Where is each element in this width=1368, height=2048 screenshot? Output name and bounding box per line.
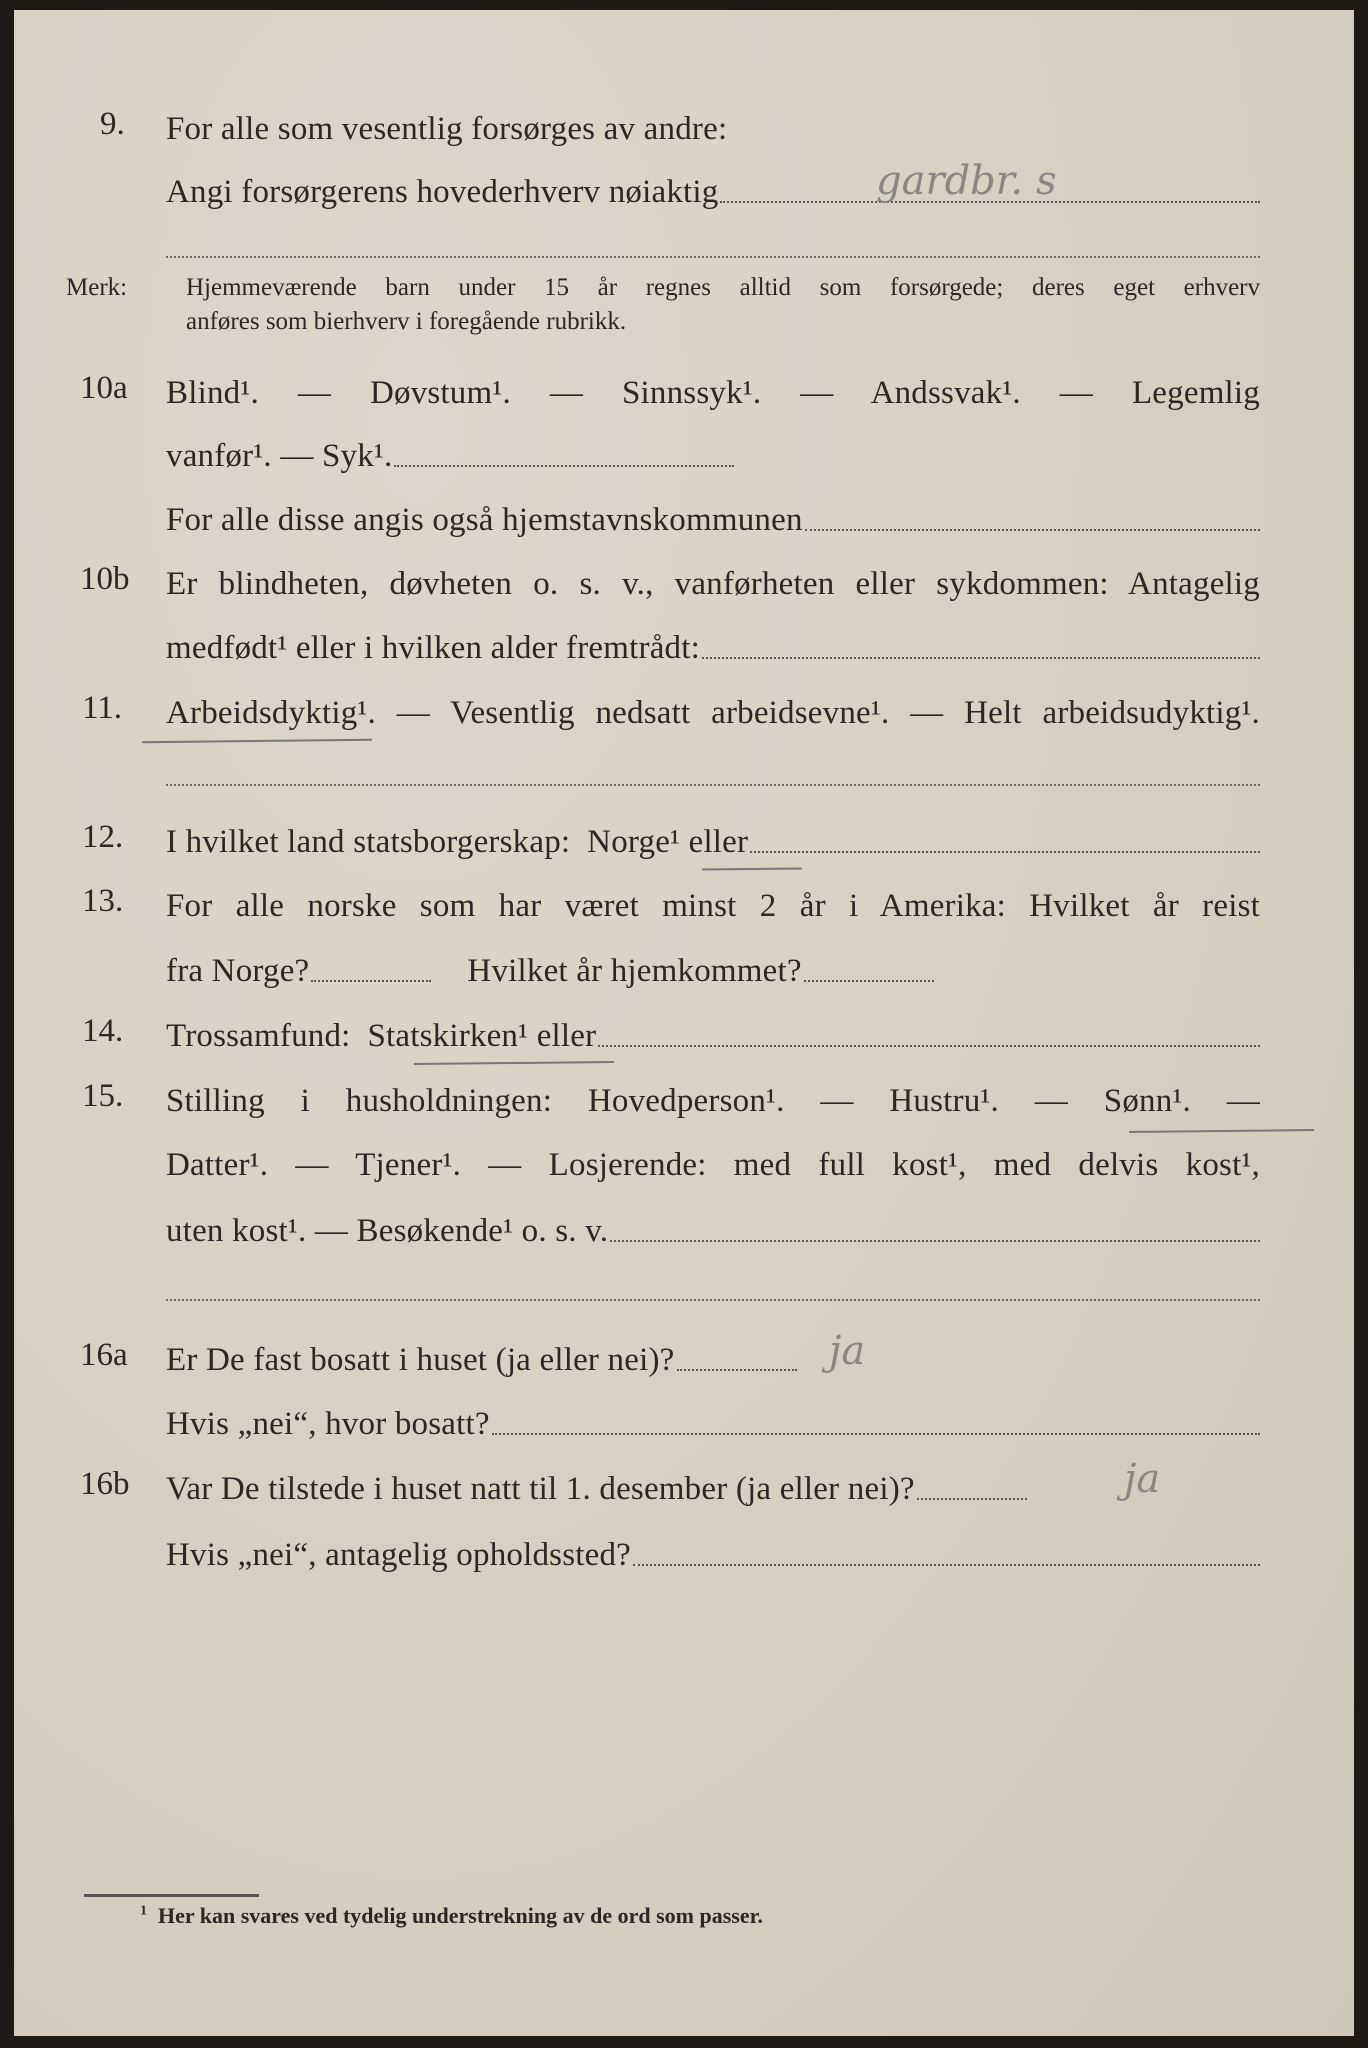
q9-line1 <box>166 104 1260 148</box>
q16a-question: Er De fast bosatt i huset (ja eller nei)? <box>166 1342 675 1378</box>
q13-left-field[interactable] <box>311 980 431 982</box>
footnote-rule <box>84 1894 259 1897</box>
q16b-question: Var De tilstede i huset natt til 1. desember (ja eller nei)? <box>166 1471 915 1507</box>
q10a-number: 10a <box>80 370 128 406</box>
q11-handwritten-underline <box>142 739 372 743</box>
q12-handwritten-underline <box>702 867 802 870</box>
q10b-text: Er blindheten, døvheten o. s. v., vanførheten eller sykdommen: Antagelig <box>166 566 1260 602</box>
q10b-label: medfødt¹ eller i hvilken alder fremtrådt: <box>166 630 700 666</box>
q10b-line1 <box>166 559 1260 603</box>
merk-text1: Hjemmeværende barn under 15 år regnes alltid som forsørgede; deres eget erhverv <box>186 274 1260 301</box>
q13-number: 13. <box>82 883 124 919</box>
q16b-line1 <box>166 1464 1260 1508</box>
q10a-line3 <box>166 495 1260 539</box>
q16a-line2 <box>166 1399 1260 1443</box>
q15-options1: Stilling i husholdningen: Hovedperson¹. — Hustru¹. — Sønn¹. — <box>166 1083 1260 1119</box>
q14-label: Trossamfund: <box>166 1018 351 1054</box>
q13-text: For alle norske som har været minst 2 år i Amerika: Hvilket år reist <box>166 888 1260 924</box>
q10a-field[interactable] <box>394 465 734 467</box>
q10a-line1 <box>166 368 1260 412</box>
q9-number: 9. <box>100 106 125 142</box>
q13-line1 <box>166 881 1260 925</box>
q11-line1 <box>166 688 1260 732</box>
q15-line2 <box>166 1140 1260 1184</box>
q15-field[interactable] <box>610 1240 1260 1242</box>
q13-left-label: fra Norge? <box>166 953 310 989</box>
q16a-line1 <box>166 1335 1260 1379</box>
q12-option-norge[interactable]: Norge¹ <box>587 824 681 860</box>
q15-options2: Datter¹. — Tjener¹. — Losjerende: med full kost¹, med delvis kost¹, <box>166 1147 1260 1183</box>
q15-line3 <box>166 1206 1260 1250</box>
merk-label: Merk: <box>66 274 128 301</box>
q9-label: Angi forsørgerens hovederhverv nøiaktig <box>166 174 719 210</box>
q10b-field[interactable] <box>702 657 1260 659</box>
q14-number: 14. <box>82 1013 124 1049</box>
q10a-options2: vanfør¹. — Syk¹. <box>166 438 393 474</box>
footnote <box>140 1903 763 1929</box>
q11-number: 11. <box>82 690 123 726</box>
q12-or: eller <box>688 824 749 860</box>
q10a-options: Blind¹. — Døvstum¹. — Sinnssyk¹. — Andssvak¹. — Legemlig <box>166 375 1260 411</box>
q9-extra-line[interactable] <box>166 256 1260 258</box>
q16b-line2 <box>166 1530 1260 1574</box>
footnote-mark: 1 <box>140 1903 147 1919</box>
q15-number: 15. <box>82 1078 124 1114</box>
q15-handwritten-underline <box>1129 1129 1314 1133</box>
q9-text: For alle som vesentlig forsørges av andre: <box>166 111 728 147</box>
q12-field[interactable] <box>750 851 1260 853</box>
q16a-label2: Hvis „nei“, hvor bosatt? <box>166 1406 490 1442</box>
q12-line <box>166 817 1260 861</box>
q12-number: 12. <box>82 819 124 855</box>
q10b-line2 <box>166 623 1260 667</box>
q16b-label2: Hvis „nei“, antagelig opholdssted? <box>166 1537 632 1573</box>
q10a-line2 <box>166 431 1260 475</box>
q16a-field[interactable] <box>677 1369 797 1371</box>
q14-line <box>166 1011 1260 1055</box>
q11-options: Arbeidsdyktig¹. — Vesentlig nedsatt arbeidsevne¹. — Helt arbeidsudyktig¹. <box>166 695 1260 731</box>
q10b-number: 10b <box>80 561 130 597</box>
footnote-text: Her kan svares ved tydelig understrekning av de ord som passer. <box>158 1903 763 1928</box>
q15-extra-line[interactable] <box>166 1299 1260 1301</box>
q16a-handwritten-answer: ja <box>829 1328 866 1374</box>
q13-line2 <box>166 946 1260 990</box>
q16b-number: 16b <box>80 1466 130 1502</box>
q16a-field2[interactable] <box>492 1433 1260 1435</box>
q15-line1 <box>166 1076 1260 1120</box>
q13-return-label: Hvilket år hjemkommet? <box>467 953 802 989</box>
q11-extra-line[interactable] <box>166 784 1260 786</box>
q14-option-statskirken[interactable]: Statskirken¹ <box>367 1018 529 1054</box>
q16b-handwritten-answer: ja <box>1124 1456 1161 1502</box>
q10a-hometown-label: For alle disse angis også hjemstavnskommunen <box>166 502 803 538</box>
q13-return-field[interactable] <box>804 980 934 982</box>
q10a-hometown-field[interactable] <box>805 529 1260 531</box>
q14-or: eller <box>536 1018 597 1054</box>
q16b-field[interactable] <box>917 1498 1027 1500</box>
q9-handwritten-answer: gardbr. s <box>876 158 1057 204</box>
merk-line1 <box>186 274 1260 302</box>
q9-line2 <box>166 167 1260 211</box>
census-form-page <box>14 10 1354 2036</box>
merk-line2: anføres som bierhverv i foregående rubrikk. <box>186 308 627 335</box>
q14-handwritten-underline <box>414 1061 614 1065</box>
q15-options3: uten kost¹. — Besøkende¹ o. s. v. <box>166 1213 609 1249</box>
q12-label: I hvilket land statsborgerskap: <box>166 824 571 860</box>
q16a-number: 16a <box>80 1337 128 1373</box>
q14-field[interactable] <box>598 1045 1260 1047</box>
q16b-field2[interactable] <box>633 1564 1260 1566</box>
